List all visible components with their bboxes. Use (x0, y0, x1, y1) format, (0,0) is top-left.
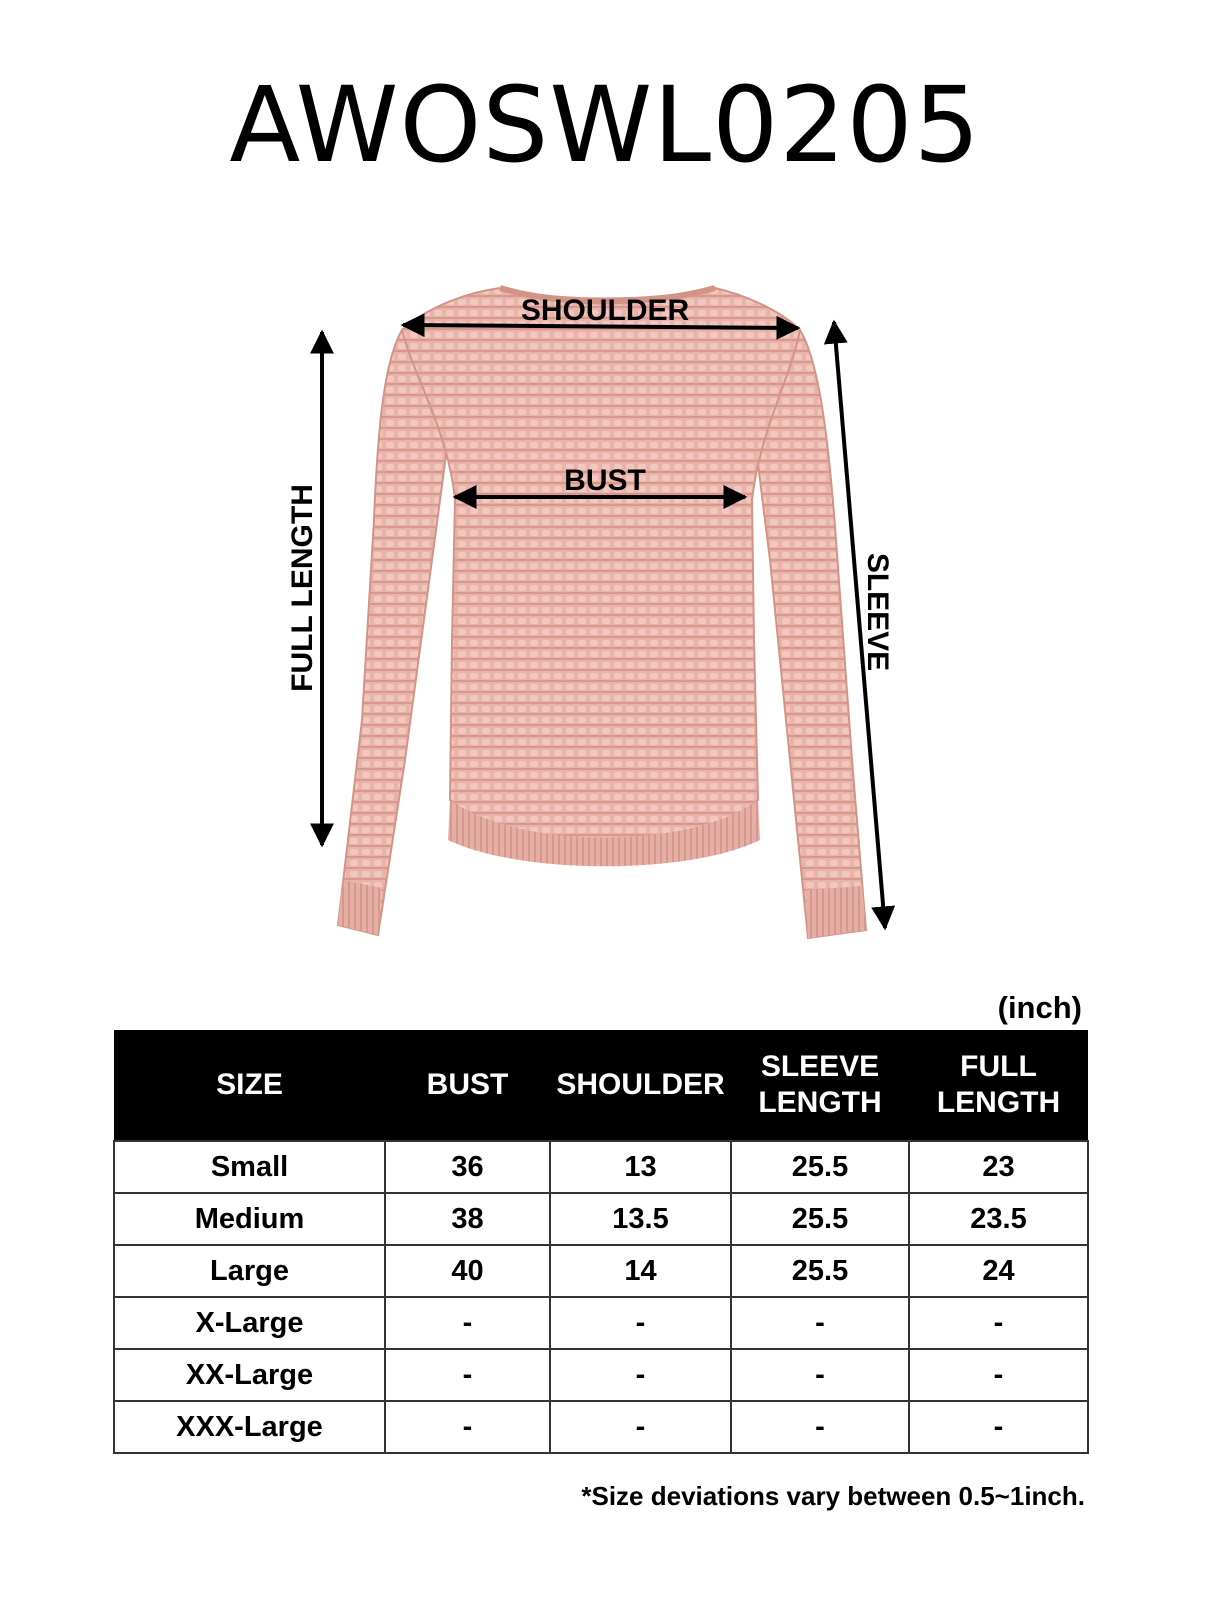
bust-label: BUST (564, 464, 646, 497)
table-row (114, 1245, 1088, 1297)
shoulder-cell: 13 (550, 1141, 731, 1193)
header-size: SIZE (114, 1030, 385, 1141)
size-cell: XXX-Large (114, 1401, 385, 1453)
shoulder-label: SHOULDER (520, 294, 690, 327)
size-deviation-note: *Size deviations vary between 0.5~1inch. (581, 1481, 1085, 1511)
full-length-cell: 24 (909, 1245, 1088, 1297)
table-row (114, 1349, 1088, 1401)
header-bust: BUST (385, 1030, 550, 1141)
sleeve-label: SLEEVE (861, 552, 894, 672)
full-length-cell: 23.5 (909, 1193, 1088, 1245)
shoulder-cell: - (550, 1349, 731, 1401)
sleeve-length-cell: 25.5 (731, 1193, 909, 1245)
size-cell: Large (114, 1245, 385, 1297)
full-length-cell: - (909, 1297, 1088, 1349)
sweater-image (338, 288, 866, 938)
full-length-cell: 23 (909, 1141, 1088, 1193)
shoulder-cell: 13.5 (550, 1193, 731, 1245)
product-code-title: AWOSWL0205 (229, 64, 981, 186)
size-cell: Medium (114, 1193, 385, 1245)
sleeve-length-cell: 25.5 (731, 1141, 909, 1193)
unit-label: (inch) (997, 990, 1082, 1025)
size-chart-table (113, 1030, 1089, 1454)
table-header-row (114, 1030, 1088, 1141)
sweater-body (402, 288, 800, 845)
header-full-length: FULL LENGTH (909, 1030, 1088, 1141)
header-sleeve-length: SLEEVE LENGTH (731, 1030, 909, 1141)
shoulder-cell: 14 (550, 1245, 731, 1297)
full-length-cell: - (909, 1349, 1088, 1401)
table-row (114, 1141, 1088, 1193)
bust-cell: 38 (385, 1193, 550, 1245)
sleeve-length-cell: 25.5 (731, 1245, 909, 1297)
full-length-cell: - (909, 1401, 1088, 1453)
left-sleeve (338, 330, 448, 935)
shoulder-cell: - (550, 1401, 731, 1453)
header-shoulder: SHOULDER (550, 1030, 731, 1141)
size-cell: XX-Large (114, 1349, 385, 1401)
bust-cell: - (385, 1401, 550, 1453)
size-cell: Small (114, 1141, 385, 1193)
table-row (114, 1193, 1088, 1245)
sleeve-length-cell: - (731, 1297, 909, 1349)
bust-cell: 36 (385, 1141, 550, 1193)
table-row (114, 1297, 1088, 1349)
full-length-label: FULL LENGTH (286, 484, 319, 692)
right-cuff (806, 886, 866, 938)
bust-cell: - (385, 1297, 550, 1349)
sleeve-length-cell: - (731, 1349, 909, 1401)
table-row (114, 1401, 1088, 1453)
shoulder-cell: - (550, 1297, 731, 1349)
sleeve-length-cell: - (731, 1401, 909, 1453)
right-sleeve (755, 330, 866, 938)
size-cell: X-Large (114, 1297, 385, 1349)
bust-cell: - (385, 1349, 550, 1401)
bust-cell: 40 (385, 1245, 550, 1297)
